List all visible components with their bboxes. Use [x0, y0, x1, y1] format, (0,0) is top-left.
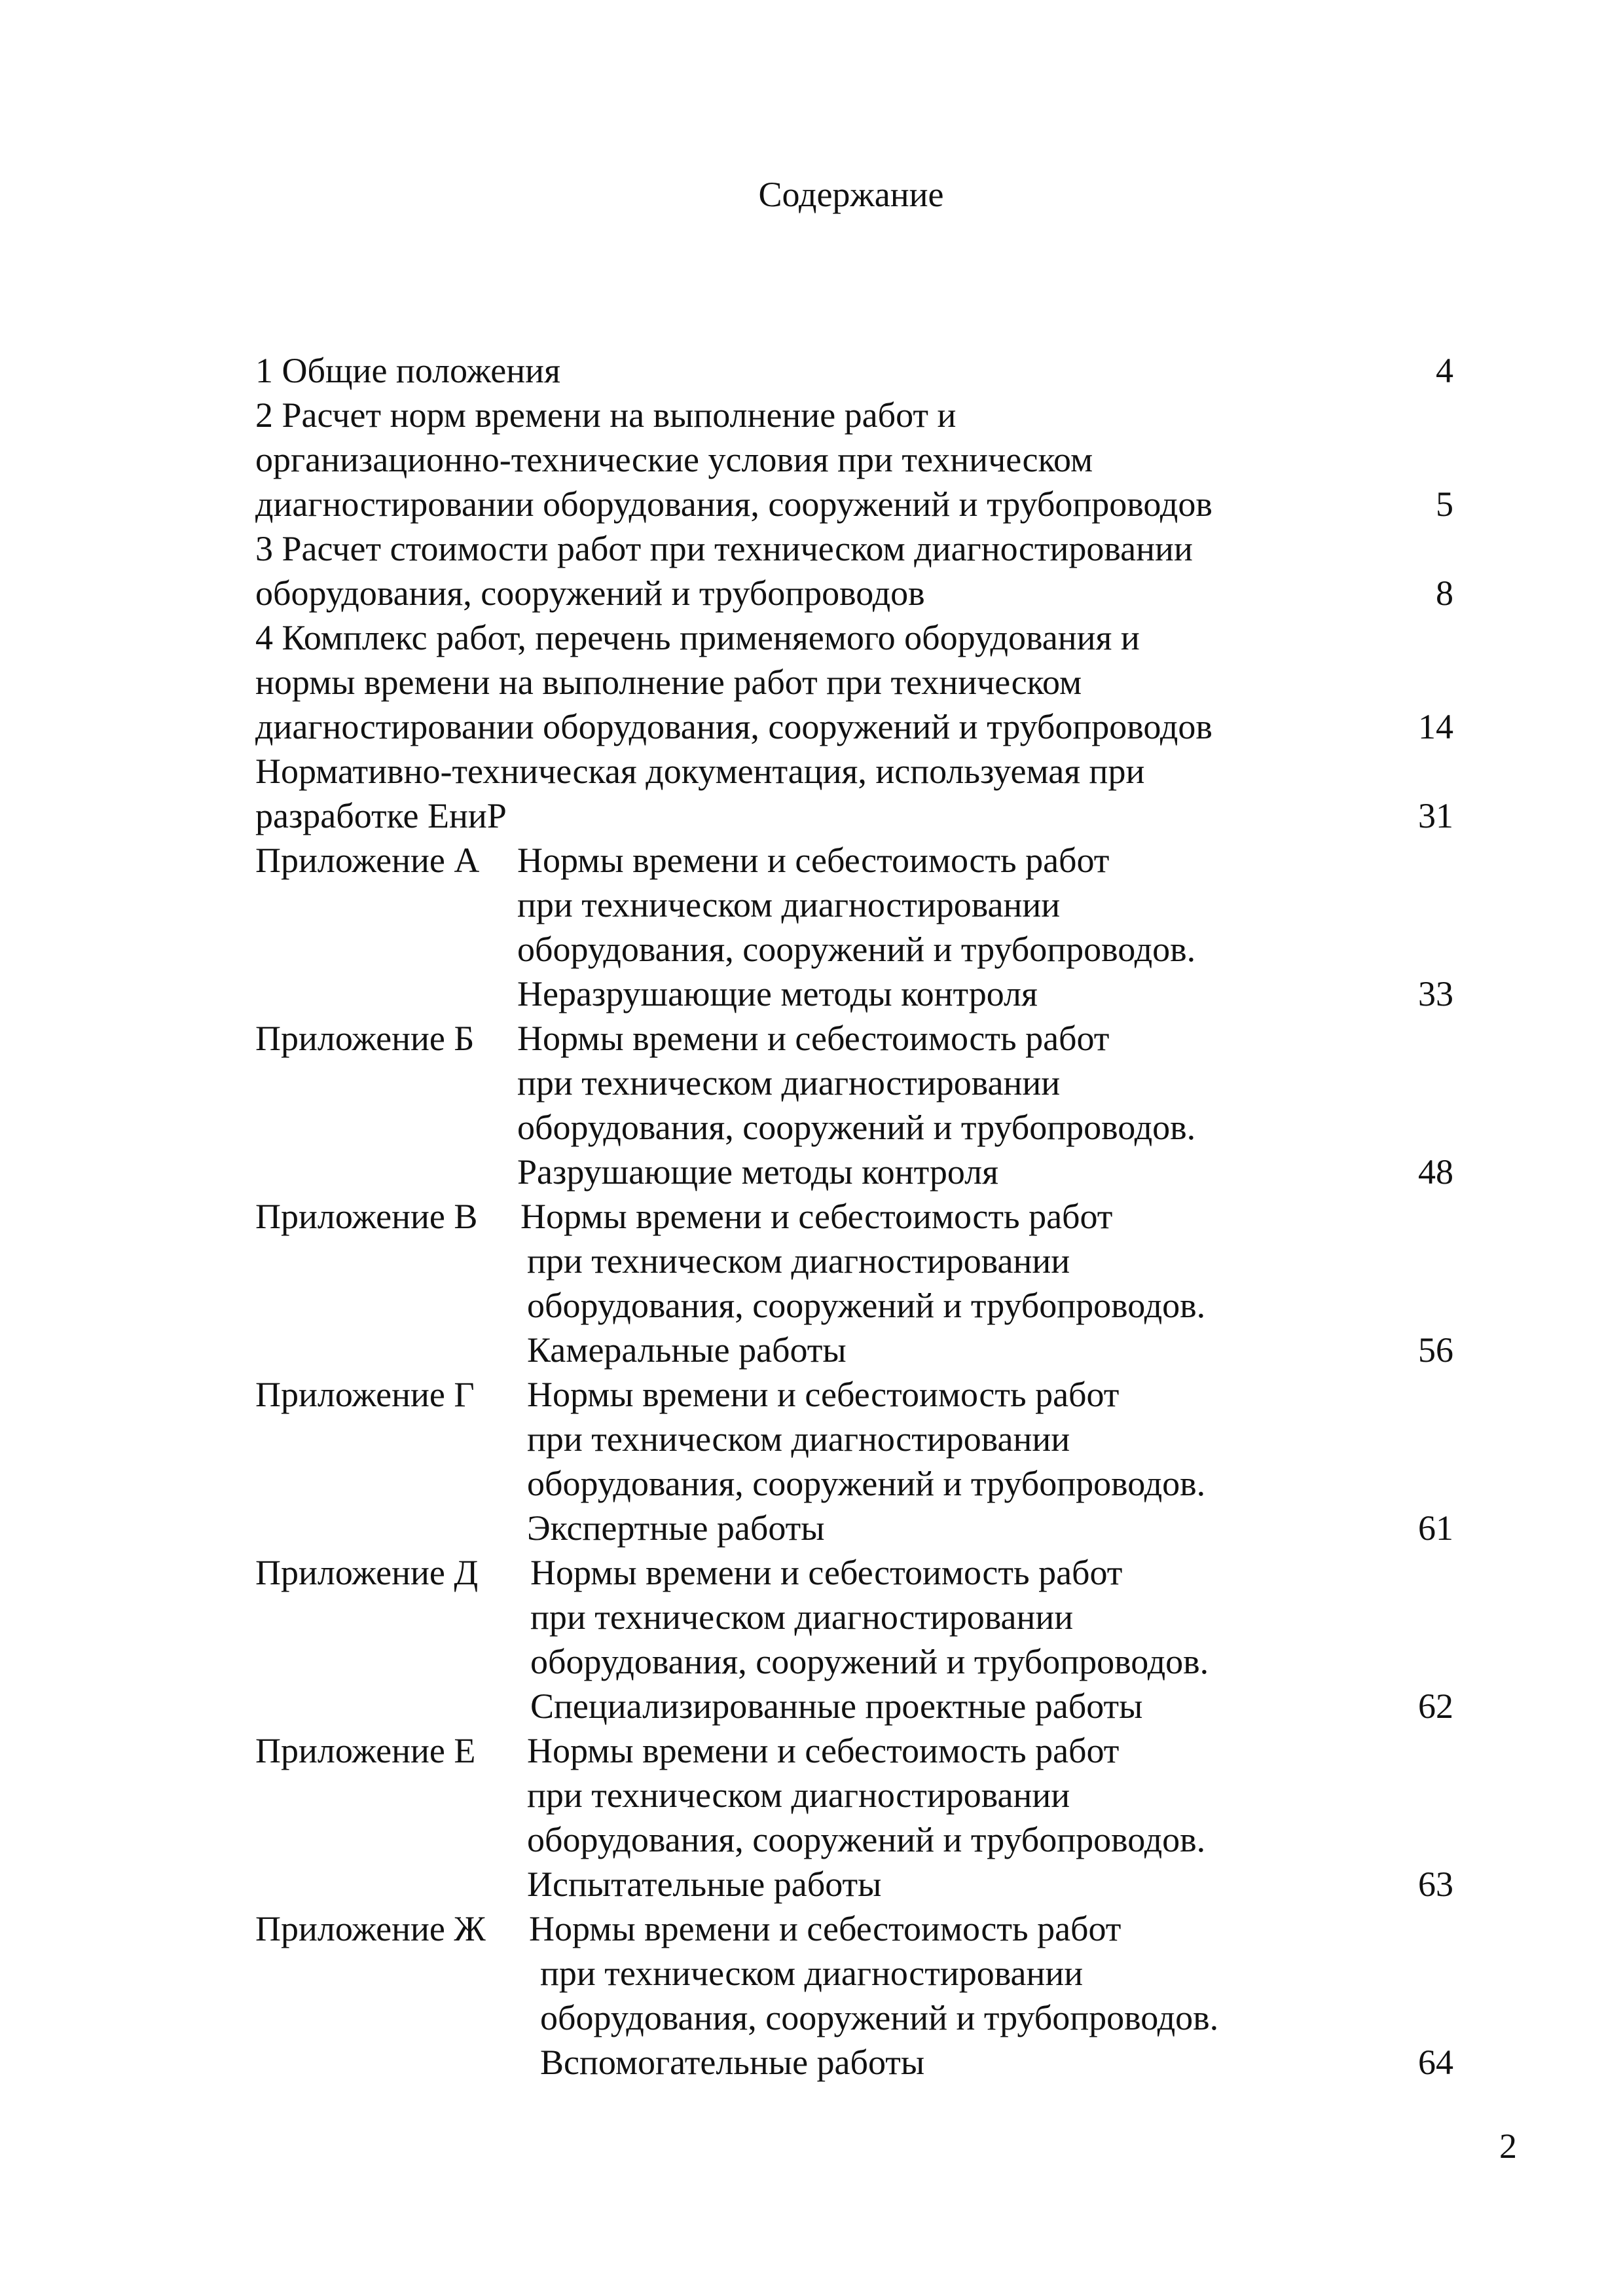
appendix-v-line-2: при техническом диагностировании: [527, 1241, 1070, 1281]
appendix-d-label: Приложение Д: [255, 1553, 479, 1592]
appendix-zh-line-2: при техническом диагностировании: [540, 1954, 1084, 1993]
toc-entry-5-page: 31: [1418, 796, 1453, 835]
appendix-g-page: 61: [1418, 1508, 1453, 1548]
toc-entry-4-line-2: нормы времени на выполнение работ при техническом: [255, 663, 1082, 702]
appendix-b-line-1: Нормы времени и себестоимость работ: [517, 1019, 1110, 1058]
page-title: Содержание: [758, 175, 944, 214]
appendix-d-line-3: оборудования, сооружений и трубопроводов.: [530, 1642, 1209, 1681]
appendix-a-line-4: Неразрушающие методы контроля: [517, 974, 1038, 1013]
toc-entry-3-line-2: оборудования, сооружений и трубопроводов: [255, 574, 925, 613]
toc-entry-3-page: 8: [1436, 574, 1453, 613]
appendix-zh-label: Приложение Ж: [255, 1909, 486, 1948]
appendix-zh-line-4: Вспомогательные работы: [540, 2043, 925, 2082]
appendix-a-line-3: оборудования, сооружений и трубопроводов.: [517, 930, 1196, 969]
appendix-e-label: Приложение Е: [255, 1731, 476, 1770]
toc-entry-2-page: 5: [1436, 484, 1453, 524]
appendix-e-line-4: Испытательные работы: [527, 1865, 882, 1904]
toc-entry-4-line-3: диагностировании оборудования, сооружений и трубопроводов: [255, 707, 1213, 746]
appendix-e-line-1: Нормы времени и себестоимость работ: [527, 1731, 1120, 1770]
toc-entry-2-line-3: диагностировании оборудования, сооружений и трубопроводов: [255, 484, 1213, 524]
appendix-a-label: Приложение А: [255, 841, 480, 880]
appendix-g-line-1: Нормы времени и себестоимость работ: [527, 1375, 1120, 1414]
toc-entry-2-line-1: 2 Расчет норм времени на выполнение работ и: [255, 395, 957, 435]
toc-entry-1-page: 4: [1436, 351, 1453, 390]
appendix-b-line-2: при техническом диагностировании: [517, 1063, 1061, 1102]
appendix-g-label: Приложение Г: [255, 1375, 475, 1414]
appendix-d-line-1: Нормы времени и себестоимость работ: [530, 1553, 1123, 1592]
appendix-e-page: 63: [1418, 1865, 1453, 1904]
page-number: 2: [1499, 2126, 1517, 2166]
appendix-d-line-4: Специализированные проектные работы: [530, 1686, 1143, 1726]
appendix-v-line-3: оборудования, сооружений и трубопроводов.: [527, 1286, 1206, 1325]
appendix-b-line-3: оборудования, сооружений и трубопроводов.: [517, 1108, 1196, 1147]
appendix-e-line-2: при техническом диагностировании: [527, 1776, 1070, 1815]
appendix-a-line-2: при техническом диагностировании: [517, 885, 1061, 924]
toc-entry-4-page: 14: [1418, 707, 1453, 746]
toc-entry-1-line-1: 1 Общие положения: [255, 351, 560, 390]
appendix-zh-line-3: оборудования, сооружений и трубопроводов.: [540, 1998, 1219, 2037]
appendix-g-line-4: Экспертные работы: [527, 1508, 825, 1548]
toc-entry-5-line-1: Нормативно-техническая документация, используемая при: [255, 752, 1145, 791]
appendix-b-label: Приложение Б: [255, 1019, 475, 1058]
toc-entry-3-line-1: 3 Расчет стоимости работ при техническом диагностировании: [255, 529, 1193, 568]
appendix-v-label: Приложение В: [255, 1197, 478, 1236]
toc-entry-4-line-1: 4 Комплекс работ, перечень применяемого оборудования и: [255, 618, 1140, 657]
appendix-g-line-2: при техническом диагностировании: [527, 1419, 1070, 1459]
appendix-e-line-3: оборудования, сооружений и трубопроводов.: [527, 1820, 1206, 1859]
appendix-v-line-4: Камеральные работы: [527, 1330, 847, 1370]
appendix-v-page: 56: [1418, 1330, 1453, 1370]
toc-entry-5-line-2: разработке ЕниР: [255, 796, 507, 835]
appendix-zh-page: 64: [1418, 2043, 1453, 2082]
appendix-d-page: 62: [1418, 1686, 1453, 1726]
appendix-zh-line-1: Нормы времени и себестоимость работ: [529, 1909, 1122, 1948]
appendix-b-page: 48: [1418, 1152, 1453, 1192]
appendix-v-line-1: Нормы времени и себестоимость работ: [520, 1197, 1113, 1236]
appendix-g-line-3: оборудования, сооружений и трубопроводов.: [527, 1464, 1206, 1503]
appendix-a-page: 33: [1418, 974, 1453, 1013]
toc-entry-2-line-2: организационно-технические условия при техническом: [255, 440, 1093, 479]
appendix-d-line-2: при техническом диагностировании: [530, 1597, 1074, 1637]
appendix-a-line-1: Нормы времени и себестоимость работ: [517, 841, 1110, 880]
appendix-b-line-4: Разрушающие методы контроля: [517, 1152, 998, 1192]
